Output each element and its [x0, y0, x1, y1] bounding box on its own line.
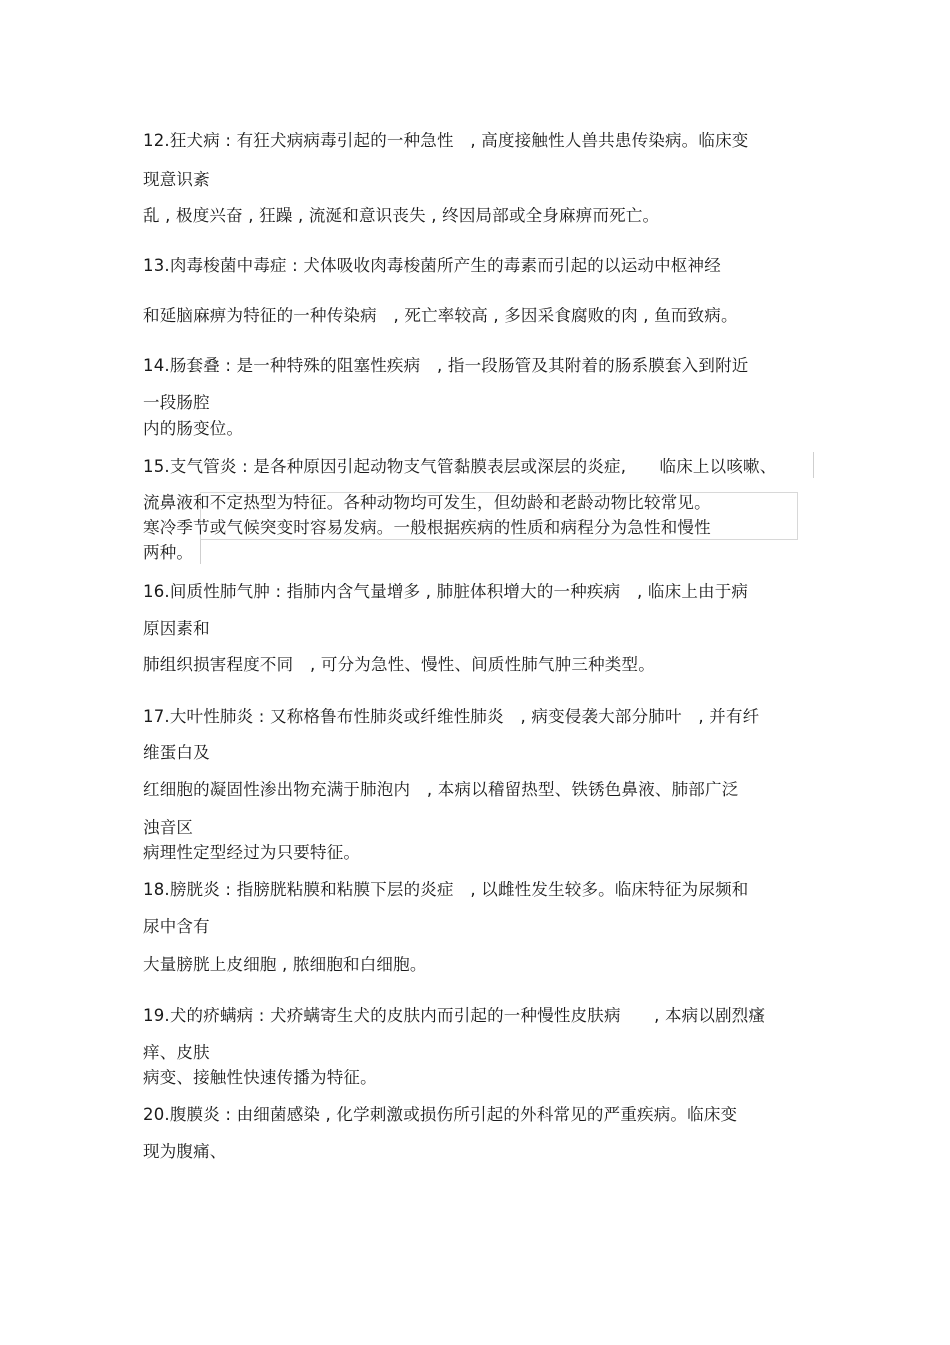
entry-16-line-3: 肺组织损害程度不同 , 可分为急性、慢性、间质性肺气肿三种类型。 — [143, 655, 655, 674]
entry-15-line-2: 流鼻液和不定热型为特征。各种动物均可发生，但幼龄和老龄动物比较常见。 — [143, 493, 711, 512]
entry-14-line-2: 一段肠腔 — [143, 393, 210, 412]
entry-12-line-3: 乱 , 极度兴奋 , 狂躁 , 流涎和意识丧失 , 终因局部或全身麻痹而死亡。 — [143, 206, 660, 225]
entry-15-line-3: 寒冷季节或气候突变时容易发病。一般根据疾病的性质和病程分为急性和慢性 — [143, 518, 711, 537]
entry-17-line-3: 红细胞的凝固性渗出物充满于肺泡内 , 本病以稽留热型、铁锈色鼻液、肺部广泛 — [143, 780, 739, 799]
entry-12-line-2: 现意识紊 — [143, 170, 210, 189]
entry-18-line-1: 18.膀胱炎 : 指膀胱粘膜和粘膜下层的炎症 , 以雌性发生较多。临床特征为尿频和 — [143, 880, 749, 899]
entry-14-line-1: 14.肠套叠 : 是一种特殊的阻塞性疾病 , 指一段肠管及其附着的肠系膜套入到附近 — [143, 356, 749, 375]
entry-19-line-2: 痒、皮肤 — [143, 1043, 210, 1062]
entry-12-line-1: 12.狂犬病 : 有狂犬病病毒引起的一种急性 , 高度接触性人兽共患传染病。临床变 — [143, 131, 749, 150]
entry-18-line-2: 尿中含有 — [143, 917, 210, 936]
entry-13-line-1: 13.肉毒梭菌中毒症 : 犬体吸收肉毒梭菌所产生的毒素而引起的以运动中枢神经 — [143, 256, 721, 275]
entry-19-line-3: 病变、接触性快速传播为特征。 — [143, 1068, 377, 1087]
scan-frame-edge-right — [813, 452, 814, 478]
entry-16-line-1: 16.间质性肺气肿 : 指肺内含气量增多 , 肺脏体积增大的一种疾病 , 临床上由于病 — [143, 582, 749, 601]
entry-13-line-2: 和延脑麻痹为特征的一种传染病 , 死亡率较高 , 多因采食腐败的肉 , 鱼而致病。 — [143, 306, 738, 325]
entry-19-line-1: 19.犬的疥螨病 : 犬疥螨寄生犬的皮肤内而引起的一种慢性皮肤病 , 本病以剧烈瘙 — [143, 1006, 766, 1025]
entry-15-line-1: 15.支气管炎 : 是各种原因引起动物支气管黏膜表层或深层的炎症, 临床上以咳嗽、 — [143, 457, 777, 476]
entry-20-line-2: 现为腹痛、 — [143, 1142, 227, 1161]
entry-14-line-3: 内的肠变位。 — [143, 419, 244, 438]
scan-frame-edge-left — [200, 540, 201, 564]
entry-17-line-1: 17.大叶性肺炎 : 又称格鲁布性肺炎或纤维性肺炎 , 病变侵袭大部分肺叶 , 并有纤 — [143, 707, 760, 726]
entry-15-line-4: 两种。 — [143, 543, 194, 562]
entry-17-line-5: 病理性定型经过为只要特征。 — [143, 843, 361, 862]
entry-18-line-3: 大量膀胱上皮细胞 , 脓细胞和白细胞。 — [143, 955, 427, 974]
entry-17-line-2: 维蛋白及 — [143, 743, 210, 762]
entry-17-line-4: 浊音区 — [143, 818, 194, 837]
entry-16-line-2: 原因素和 — [143, 619, 210, 638]
entry-20-line-1: 20.腹膜炎 : 由细菌感染 , 化学刺激或损伤所引起的外科常见的严重疾病。临床变 — [143, 1105, 738, 1124]
